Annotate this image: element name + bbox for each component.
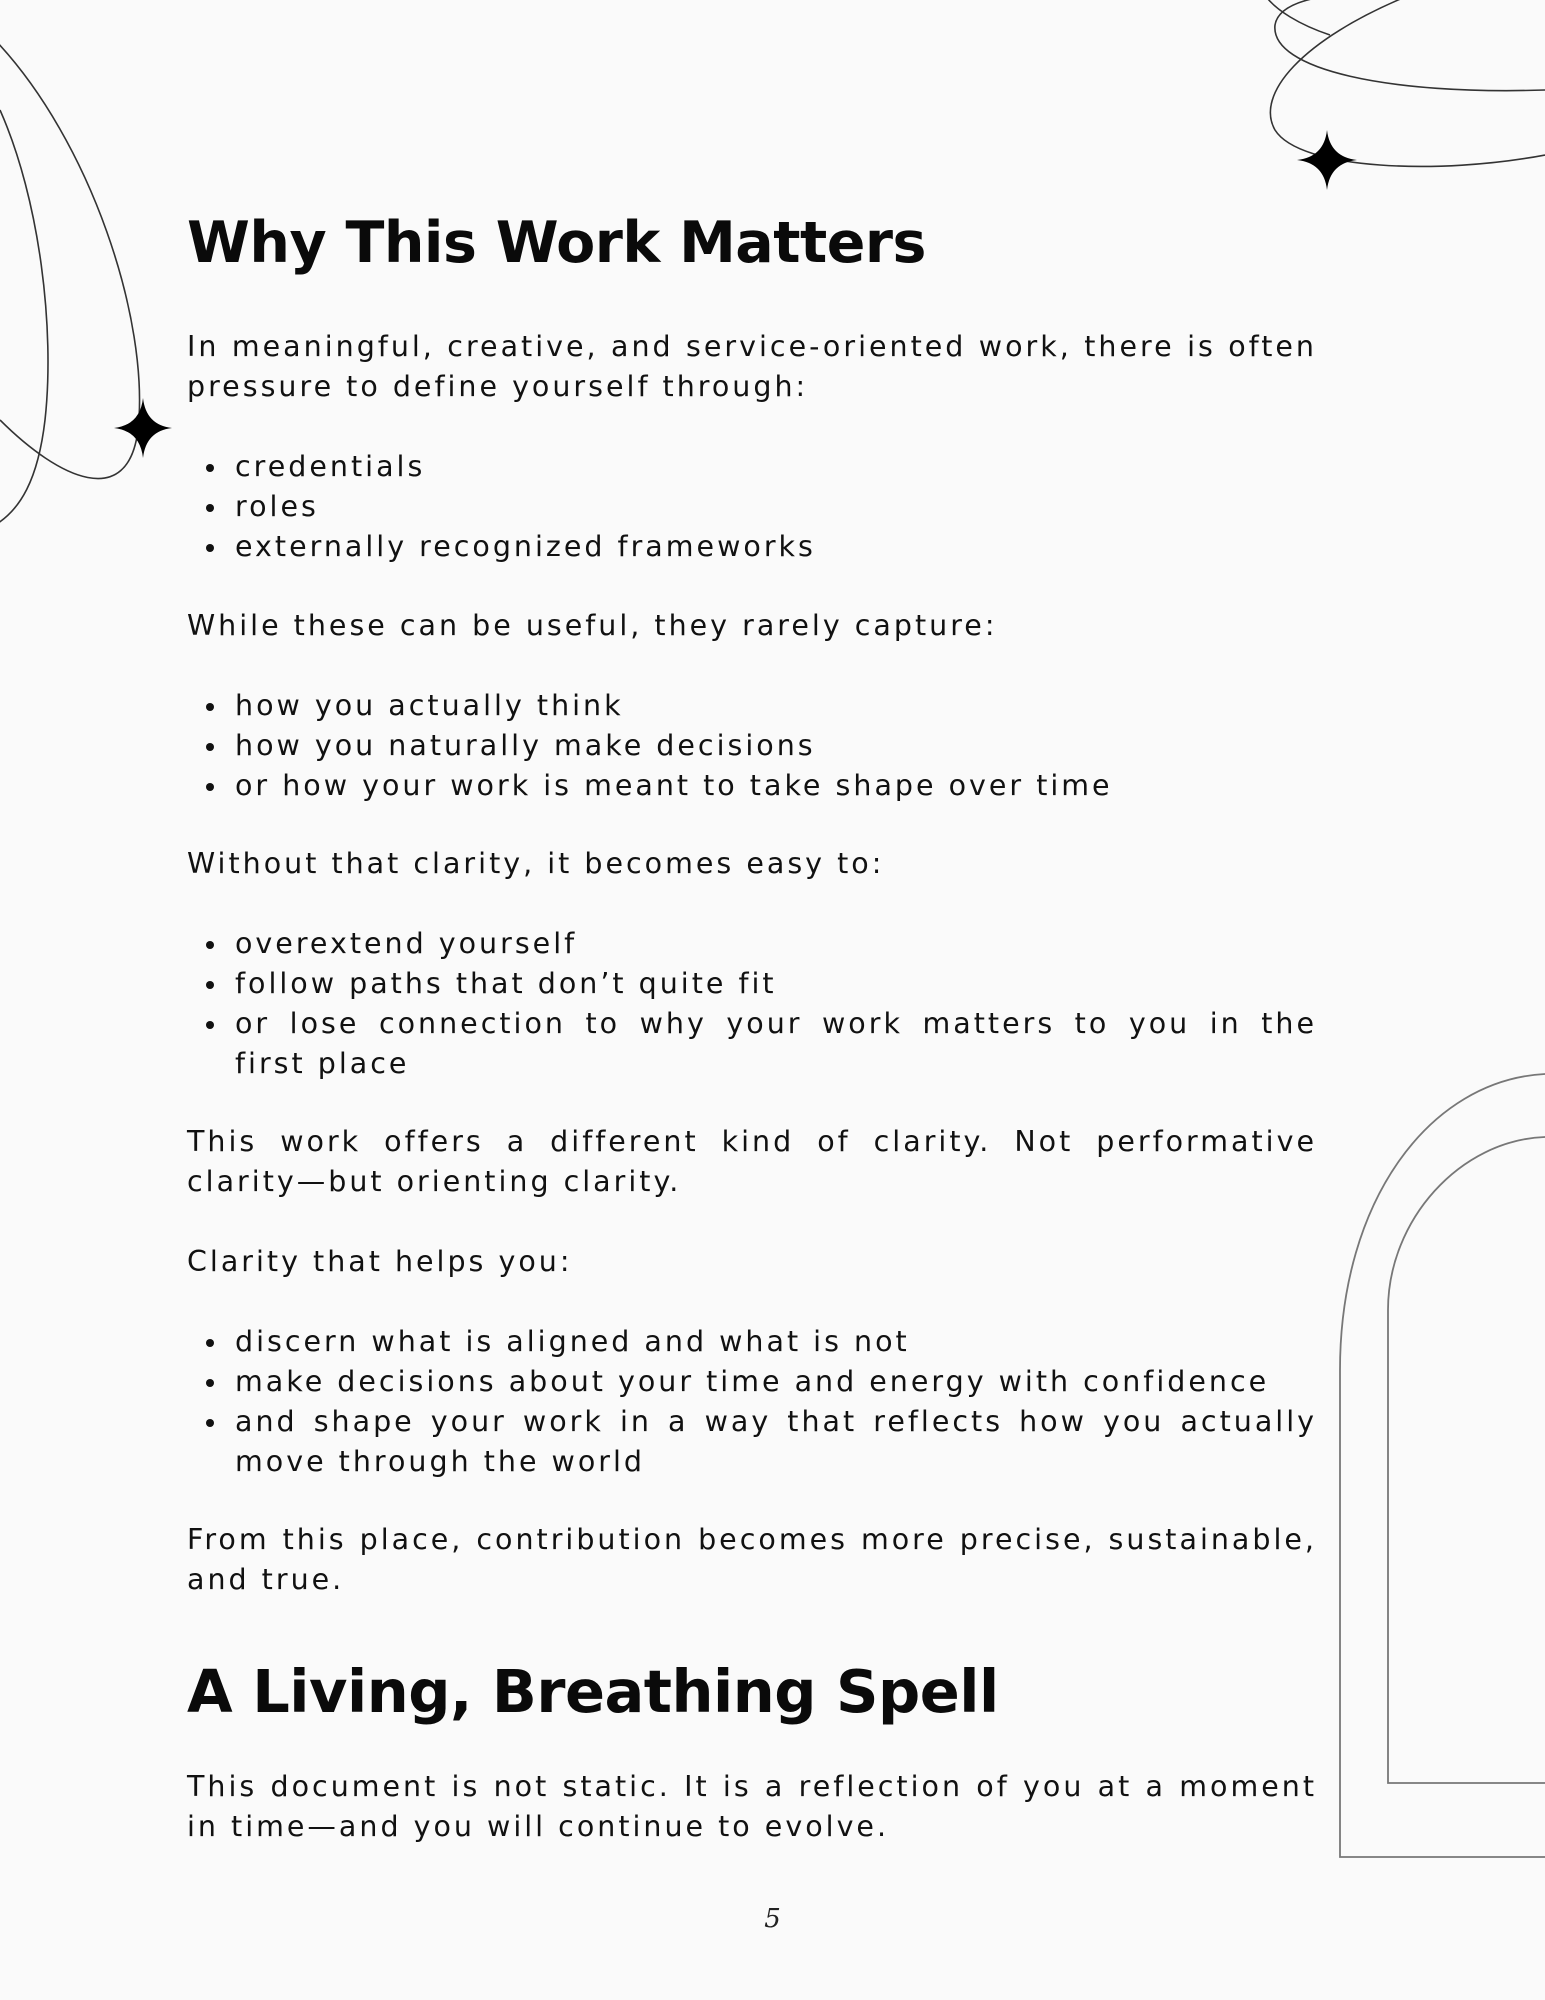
right-arch-decoration xyxy=(1340,1074,1545,1857)
paragraph-text: This work offers a different kind of clarity. Not performative clarity—but orienting clarity. xyxy=(187,1125,1317,1198)
intro-paragraph xyxy=(187,327,1317,407)
section-heading-living-breathing-spell: A Living, Breathing Spell xyxy=(187,1657,999,1726)
list-item: and shape your work in a way that reflects how you actually move through the world xyxy=(235,1402,1317,1482)
list-item: make decisions about your time and energy with confidence xyxy=(235,1362,1317,1402)
list-item: or how your work is meant to take shape over time xyxy=(235,766,1317,806)
top-right-sparkle-icon xyxy=(1297,130,1357,190)
contribution-paragraph xyxy=(187,1520,1317,1600)
left-orbit-decoration xyxy=(0,40,140,525)
clarity-list xyxy=(187,1322,1317,1482)
list-item: roles xyxy=(235,487,1317,527)
clarity-helps-paragraph xyxy=(187,1242,1317,1282)
left-sparkle-icon xyxy=(114,398,172,458)
intro-text: In meaningful, creative, and service-oriented work, there is often pressure to define yourself through: xyxy=(187,330,1317,403)
list-item: discern what is aligned and what is not xyxy=(235,1322,1317,1362)
paragraph-text: Clarity that helps you: xyxy=(187,1245,573,1278)
credentials-list xyxy=(187,447,1317,567)
paragraph-text: This document is not static. It is a reflection of you at a moment in time—and you will continue to evolve. xyxy=(187,1770,1317,1843)
different-clarity-paragraph xyxy=(187,1122,1317,1202)
list-item: how you naturally make decisions xyxy=(235,726,1317,766)
page-number: 5 xyxy=(764,1904,781,1934)
rarely-capture-paragraph xyxy=(187,606,1317,646)
section-heading-why-this-work-matters: Why This Work Matters xyxy=(187,210,926,276)
list-item: externally recognized frameworks xyxy=(235,527,1317,567)
paragraph-text: From this place, contribution becomes more precise, sustainable, and true. xyxy=(187,1523,1317,1596)
list-item: how you actually think xyxy=(235,686,1317,726)
list-item: overextend yourself xyxy=(235,924,1317,964)
list-item: credentials xyxy=(235,447,1317,487)
not-static-paragraph xyxy=(187,1767,1317,1847)
list-item: or lose connection to why your work matters to you in the first place xyxy=(235,1004,1317,1084)
paragraph-text: Without that clarity, it becomes easy to: xyxy=(187,847,885,880)
without-clarity-paragraph xyxy=(187,844,1317,884)
capture-list xyxy=(187,686,1317,806)
top-right-orbit-decoration xyxy=(1265,0,1545,166)
easy-to-list xyxy=(187,924,1317,1084)
list-item: follow paths that don’t quite fit xyxy=(235,964,1317,1004)
paragraph-text: While these can be useful, they rarely capture: xyxy=(187,609,998,642)
